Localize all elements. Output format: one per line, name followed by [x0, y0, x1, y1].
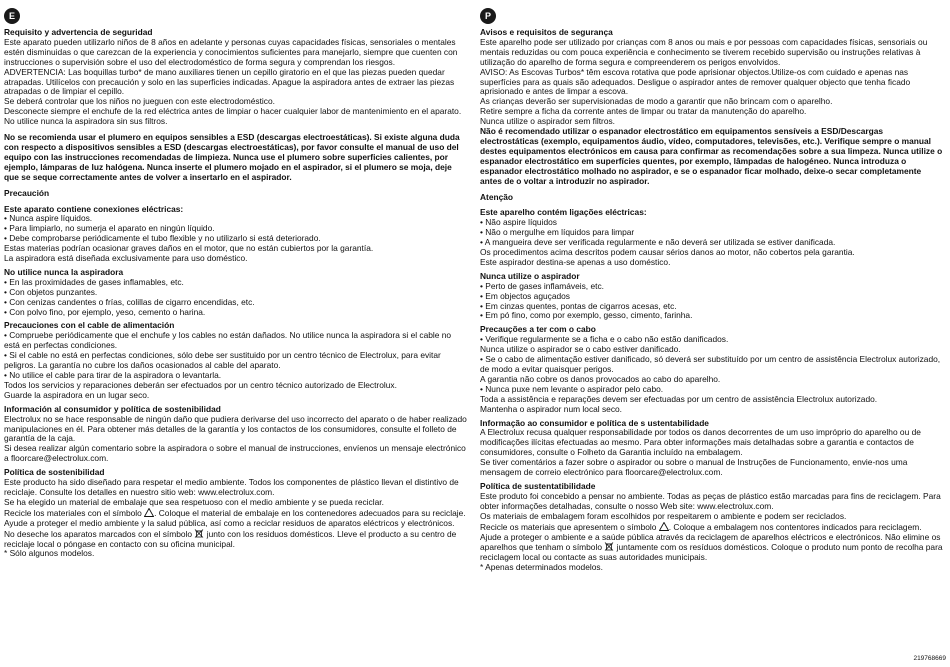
list-item: • Nunca puxe nem levante o aspirador pelo cabo.	[480, 383, 664, 394]
language-badge-es: E	[4, 8, 20, 24]
paragraph: Este aparato pueden utilizarlo niños de 8 años en adelante y personas cuyas capacidades físicas, sensoriales o mentales estén disminuidas o que carezcan de la experiencia y conocimientos suficientes para manejarlo, siempre que cuenten con instrucciones o supervisión sobre el uso del electrodoméstico de forma segura y comprendan los riesgos.	[4, 36, 458, 67]
paragraph: As crianças deverão ser supervisionadas de modo a garantir que não brincam com o aparelho.	[480, 96, 833, 107]
section-title-safety: Avisos e requisitos de segurança	[480, 27, 613, 37]
section-title-cable: Precauções a ter com o cabo	[480, 324, 596, 335]
text-segment: juntamente com os resíduos domésticos. Coloque o produto num ponto de recolha para reciclagem local ou contacte as suas autoridades municipais.	[480, 542, 943, 563]
section-title-sustainability: Política de sostenibilidad	[4, 467, 105, 478]
paragraph: ADVERTENCIA: Las boquillas turbo* de mano auxiliares tienen un cepillo giratorio en el que las piezas pueden quedar atrapadas. Utilícelos con precaución y solo en las superficies indicadas. Apague la aspiradora antes de extraer las piezas atrapadas o de limpiar el cepillo.	[4, 66, 455, 97]
paragraph: Guarde la aspiradora en un lugar seco.	[4, 389, 150, 400]
list-item: • Con polvo fino, por ejemplo, yeso, cemento o harina.	[4, 306, 206, 317]
paragraph: Si desea realizar algún comentario sobre la aspiradora o sobre el manual de instrucciones, envíenos un mensaje electrónico a floorcare@electrolux.com.	[4, 443, 466, 464]
paragraph: Se deberá controlar que los niños no jueguen con este electrodoméstico.	[4, 96, 275, 107]
footnote: * Apenas determinados modelos.	[480, 562, 603, 573]
paragraph: Se ha elegido un material de embalaje que sea respetuoso con el medio ambiente y se pueda reciclar.	[4, 496, 384, 507]
paragraph: AVISO: As Escovas Turbos* têm escova rotativa que pode aprisionar objectos.Utilize-os com cuidado e apenas nas superfícies para as quais são adequados. Desligue o aspirador antes de remover qualquer objecto que tenha ficado aprisionado e antes de limpar a escova.	[480, 66, 911, 97]
paragraph: A garantia não cobre os danos provocados ao cabo do aparelho.	[480, 373, 721, 384]
paragraph: Este produto foi concebido a pensar no ambiente. Todas as peças de plástico estão marcadas para fins de reciclagem. Para obter informações detalhadas, consulte o nosso Web site: www.electrolux.com.	[480, 490, 941, 511]
section-title-electrical: Este aparelho contém ligações eléctricas:	[480, 207, 647, 218]
paragraph: Electrolux no se hace responsable de ningún daño que pudiera derivarse del uso incorrecto del aparato o de haber realizado manipulaciones en él. Para obtener más detalles de la garantía y los contactos de los consumidores, consulte el folleto de garantía de la caja.	[4, 413, 467, 444]
section-title-consumer-info: Información al consumidor y política de sostenibilidad	[4, 403, 221, 414]
list-item: • Debe comprobarse periódicamente el tubo flexible y no utilizarlo si está deteriorado.	[4, 233, 321, 244]
section-title-electrical: Este aparato contiene conexiones eléctricas:	[4, 203, 184, 214]
paragraph: Estas materias podrían ocasionar graves daños en el motor, que no están cubiertos por la garantía.	[4, 243, 374, 254]
list-item: • Perto de gases inflamáveis, etc.	[480, 280, 604, 291]
list-item: • No utilice el cable para tirar de la aspiradora o levantarla.	[4, 370, 222, 380]
crossed-bin-icon	[194, 529, 204, 538]
text-segment: Recicle os materiais que apresentem o símbolo	[480, 521, 659, 532]
paragraph: Os materiais de embalagem foram escolhidos por respeitarem o ambiente e podem ser reciclados.	[480, 510, 847, 521]
crossed-bin-icon	[604, 542, 614, 551]
document-code: 219768669	[913, 655, 946, 663]
paragraph: Este aspirador destina-se apenas a uso doméstico.	[480, 256, 671, 267]
paragraph: Toda a assistência e reparações devem ser efectuadas por um centro de assistência Electrolux autorizado.	[480, 393, 878, 404]
list-item: • A mangueira deve ser verificada regularmente e não deverá ser utilizada se estiver danificada.	[480, 237, 836, 248]
esd-warning: Não é recomendado utilizar o espanador electrostático em equipamentos sensíveis a ESD/Descargas electrostáticas (exemplo, equipamentos áudio, vídeo, computadores, televisões, etc.). Verifique sempre o manual destes equipamentos electrónicos em causa para confirmar as recomendações sobre a sua limpeza. Nunca utilize o espanador electrostático em superfícies quentes, por exemplo, lâmpadas de halogéneo. Nunca introduza o espanador electrostático molhado no aspirador, e se o espanador ficar molhado, deixe-o secar completamente antes de o voltar a introduzir no aspirador.	[480, 126, 943, 186]
section-title-never-use: Nunca utilize o aspirador	[480, 270, 580, 281]
recycling-triangle-icon	[144, 508, 154, 517]
paragraph: Este aparelho pode ser utilizado por crianças com 8 anos ou mais e por pessoas com capacidades físicas, sensoriais ou mentais reduzidas ou com pouca experiência e conhecimento se tiverem recebido supervisão ou instruções relativas à utilização do aparelho de forma segura e compreenderem os perigos envolvidos.	[480, 36, 928, 67]
recycling-paragraph	[4, 508, 467, 550]
footnote: * Sólo algunos modelos.	[4, 548, 95, 559]
list-item: • Verifique regularmente se a ficha e o cabo não estão danificados.	[480, 334, 729, 345]
paragraph: Nunca utilize o aspirador sem filtros.	[480, 116, 615, 127]
text-segment: Recicle los materiales con el símbolo	[4, 507, 145, 518]
recycling-triangle-icon	[659, 522, 669, 531]
text-segment: . Coloque el material de embalaje en los contenedores adecuados para su reciclaje. Ayude a proteger el medio ambiente y la salud pública, así como a reciclar residuos de aparatos eléctricos y electrónicos. No deseche los aparatos marcados con el símbolo	[4, 507, 466, 539]
recycling-paragraph	[480, 522, 944, 564]
spanish-column	[4, 8, 467, 559]
list-item: • Nunca aspire líquidos.	[4, 213, 93, 224]
list-item: • En las proximidades de gases inflamables, etc.	[4, 276, 184, 287]
section-title-caution: Precaución	[4, 187, 50, 198]
paragraph: Mantenha o aspirador num local seco.	[480, 403, 622, 414]
list-item: • Con objetos punzantes.	[4, 286, 98, 297]
list-item: • Em pó fino, como por exemplo, gesso, cimento, farinha.	[480, 310, 693, 321]
section-title-attention: Atenção	[480, 191, 514, 202]
section-title-safety: Requisito y advertencia de seguridad	[4, 27, 153, 37]
paragraph: Se tiver comentários a fazer sobre o aspirador ou sobre o manual de Instruções de Funcionamento, envie-nos uma mensagem de correio electrónico para floorcare@electrolux.com.	[480, 457, 908, 478]
list-item: • Compruebe periódicamente que el enchufe y los cables no están dañados. No utilice nunca la aspiradora si el cable no está en perfectas condiciones.	[4, 330, 452, 351]
list-item: • Se o cabo de alimentação estiver danificado, só deverá ser substituído por um centro de assistência Electrolux autorizado, de modo a evitar quaisquer perigos.	[480, 354, 941, 374]
paragraph: Todos los servicios y reparaciones deberán ser efectuados por un centro técnico autorizado de Electrolux.	[4, 379, 397, 390]
section-title-never-use: No utilice nunca la aspiradora	[4, 266, 124, 277]
list-item: • Para limpiarlo, no sumerja el aparato en ningún líquido.	[4, 223, 215, 234]
paragraph: Retire sempre a ficha da corrente antes de limpar ou tratar da manutenção do aparelho.	[480, 106, 807, 117]
paragraph: La aspiradora está diseñada exclusivamente para uso doméstico.	[4, 253, 248, 264]
paragraph: No utilice nunca la aspiradora sin sus filtros.	[4, 116, 168, 127]
language-badge-pt: P	[480, 8, 496, 24]
paragraph: Os procedimentos acima descritos podem causar sérios danos ao motor, não cobertos pela garantia.	[480, 247, 855, 258]
esd-warning: No se recomienda usar el plumero en equipos sensibles a ESD (descargas electroestáticas). Si existe alguna duda con respecto a dispositivos sensibles a ESD (descargas electroestáticas), por favor consulte el manual de uso del equipo con las instrucciones recomendadas de limpieza. Nunca use el plumero sobre superficies calientes, por ejemplo, lámparas de luz halógena. Nunca inserte el plumero mojado en el aspirador, si el plumero se moja, deje que se seque correctamente antes de volver a insertarlo en el aspirador.	[4, 132, 460, 182]
list-item: • Si el cable no está en perfectas condiciones, sólo debe ser sustituido por un centro técnico de Electrolux, para evitar peligros. La garantía no cubre los daños ocasionados al cable del aparato.	[4, 350, 441, 371]
paragraph: Desconecte siempre el enchufe de la red eléctrica antes de limpiar o hacer cualquier labor de mantenimiento en el aparato.	[4, 106, 462, 117]
section-title-consumer-info: Informação ao consumidor e política de s ustentabilidade	[480, 417, 709, 428]
list-item: • Em cinzas quentes, pontas de cigarros acesas, etc.	[480, 300, 677, 311]
section-title-cable: Precauciones con el cable de alimentación	[4, 320, 175, 331]
paragraph: A Electrolux recusa qualquer responsabilidade por todos os danos decorrentes de um uso impróprio do aparelho ou de modificações ilícitas efectuadas ao mesmo. Para obter informações mais detalhadas sobre a garantia e contactos de consumidores, consulte o Folheto da Garantia incluído na embalagem.	[480, 427, 921, 458]
paragraph: Nunca utilize o aspirador se o cabo estiver danificado.	[480, 344, 681, 355]
text-segment: junto con los residuos domésticos. Lleve el producto a su centro de reciclaje local o póngase en contacto con su oficina municipal.	[4, 528, 457, 549]
list-item: • Não aspire líquidos	[480, 217, 557, 228]
list-item: • Não o mergulhe em líquidos para limpar	[480, 227, 635, 238]
paragraph: Este producto ha sido diseñado para respetar el medio ambiente. Todos los componentes de plástico llevan el distintivo de reciclaje. Consulte los detalles en nuestro sitio web: www.electrolux.com.	[4, 477, 459, 497]
section-title-sustainability: Política de sustentatibilidade	[480, 480, 596, 491]
portuguese-column	[480, 8, 944, 573]
text-segment: . Coloque a embalagem nos contentores indicados para reciclagem. Ajude a proteger o ambiente e a saúde pública através da reciclagem de aparelhos eléctricos e electrónicos. Não elimine os aparelhos que tenham o símbolo	[480, 521, 941, 553]
list-item: • Em objectos aguçados	[480, 290, 570, 301]
list-item: • Con cenizas candentes o frías, colillas de cigarro encendidas, etc.	[4, 296, 255, 307]
